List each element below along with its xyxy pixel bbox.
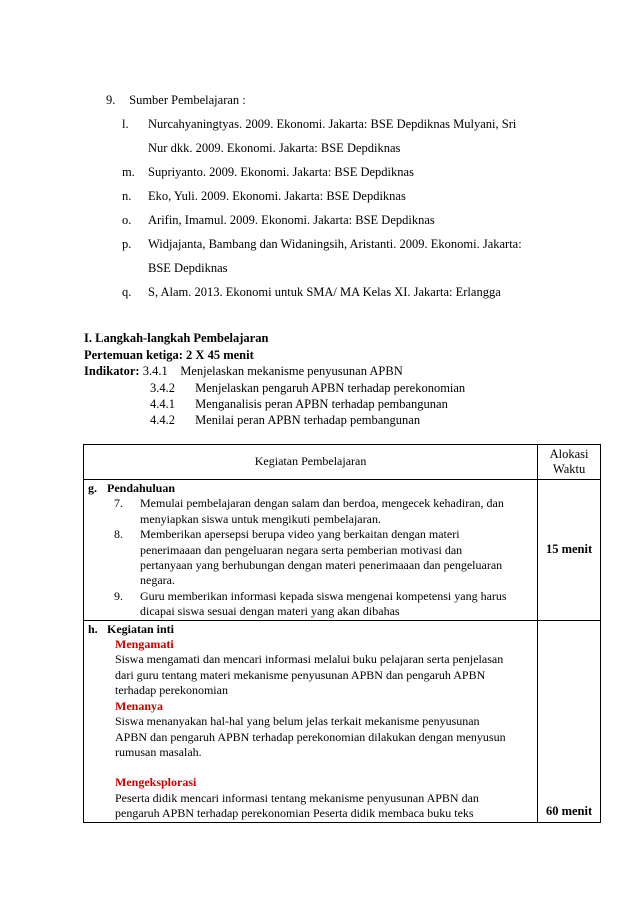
reference-item-m [122,160,552,184]
table-row [84,480,601,621]
reference-line: Nurcahyaningtyas. 2009. Ekonomi. Jakarta: BSE Depdiknas Mulyani, Sri [148,117,517,131]
learning-activities-table [83,444,601,823]
indicator-row [150,412,420,429]
reference-line: BSE Depdiknas [148,261,228,275]
reference-letter: o. [122,213,132,227]
section-heading: I. Langkah-langkah Pembelajaran [84,331,269,345]
step-line: Siswa mengamati dan mencari informasi melalui buku pelajaran serta penjelasan [115,652,504,667]
reference-line: S, Alam. 2013. Ekonomi untuk SMA/ MA Kelas XI. Jakarta: Erlangga [148,285,501,299]
section-title: Pendahuluan [107,481,176,495]
item-line: Memberikan apersepsi berupa video yang berkaitan dengan materi [140,527,460,542]
reference-item-n [122,184,552,208]
inti-title [88,622,533,637]
item-line: dicapai siswa sesuai dengan materi yang akan dibahas [140,604,400,619]
indicator-text: Menjelaskan mekanisme penyusunan APBN [180,364,403,378]
item-line: Guru memberikan informasi kepada siswa mengenai kompetensi yang harus [140,588,507,603]
item-line: pertanyaan yang berhubungan dengan materi penerimaaan dan pengeluaran [140,558,503,573]
section-title: Kegiatan inti [107,621,175,636]
indicator-text: Menjelaskan pengaruh APBN terhadap perekonomian [195,381,466,395]
pendahuluan-time: 15 menit [538,480,601,621]
sumber-number: 9. [106,93,116,107]
header-time-line: Alokasi [549,447,589,461]
step-line: Peserta didik mencari informasi tentang mekanisme penyusunan APBN dan [115,790,479,805]
reference-line: Widjajanta, Bambang dan Widaningsih, Aristanti. 2009. Ekonomi. Jakarta: [148,237,522,251]
reference-line: Eko, Yuli. 2009. Ekonomi. Jakarta: BSE Depdiknas [148,189,406,203]
header-time-line: Waktu [552,462,586,477]
step-line: APBN dan pengaruh APBN terhadap perekonomian dilakukan dengan menyusun [115,729,506,744]
pendahuluan-title [88,481,533,496]
inti-time: 60 menit [538,620,601,822]
item-line: negara. [140,573,175,588]
list-item [88,496,533,527]
header-activity: Kegiatan Pembelajaran [84,445,538,480]
step-line: pengaruh APBN terhadap perekonomian Peserta didik membaca buku teks [115,806,474,821]
indicator-code: 4.4.1 [150,397,175,411]
reference-letter: q. [122,285,132,299]
step-title: Menanya [115,698,163,713]
reference-letter: p. [122,237,132,251]
indicator-text: Menganalisis peran APBN terhadap pembangunan [195,397,448,411]
step-line: dari guru tentang materi mekanisme penyusunan APBN dan pengaruh APBN [115,667,486,682]
indicator-row [84,363,403,380]
sumber-title: Sumber Pembelajaran : [129,93,246,107]
section-letter: g. [88,481,97,495]
reference-item-q [122,280,552,304]
step-line: Siswa menanyakan hal-hal yang belum jelas terkait mekanisme penyusunan [115,714,480,729]
item-number: 8. [114,527,123,542]
reference-letter: n. [122,189,132,203]
item-number: 9. [114,588,123,603]
reference-line: Supriyanto. 2009. Ekonomi. Jakarta: BSE Depdiknas [148,165,414,179]
step-line: terhadap perekonomian [115,683,228,698]
table-header-row [84,445,601,480]
step-title: Mengeksplorasi [115,775,197,790]
item-line: Memulai pembelajaran dengan salam dan berdoa, mengecek kehadiran, dan [140,496,504,511]
section-letter: h. [88,621,98,636]
list-item [88,527,533,589]
pendahuluan-cell [84,480,538,621]
indicator-code: 3.4.1 [142,364,168,378]
list-item [88,589,533,620]
meeting-line: Pertemuan ketiga: 2 X 45 menit [84,348,254,362]
item-number: 7. [114,496,123,511]
indicator-label: Indikator: [84,364,140,378]
spacer [88,760,533,775]
step-line: rumusan masalah. [115,744,202,759]
reference-line: Arifin, Imamul. 2009. Ekonomi. Jakarta: BSE Depdiknas [148,213,435,227]
indicator-text: Menilai peran APBN terhadap pembangunan [195,413,421,427]
header-time [538,445,601,480]
reference-letter: m. [122,165,135,179]
reference-item-p [122,232,552,280]
inti-cell [84,620,538,822]
item-line: penerimaaan dan pengeluaran negara serta pemberian motivasi dan [140,542,463,557]
step-title: Mengamati [115,637,174,652]
indicator-row [150,380,465,397]
reference-item-o [122,208,552,232]
reference-letter: l. [122,117,129,131]
reference-line: Nur dkk. 2009. Ekonomi. Jakarta: BSE Depdiknas [148,141,401,155]
table-row [84,620,601,822]
indicator-row [150,396,448,413]
reference-item-l [122,112,552,160]
indicator-code: 4.4.2 [150,413,175,427]
indicator-code: 3.4.2 [150,381,175,395]
sumber-heading [106,93,246,108]
item-line: menyiapkan siswa untuk mengikuti pembelajaran. [140,511,381,526]
